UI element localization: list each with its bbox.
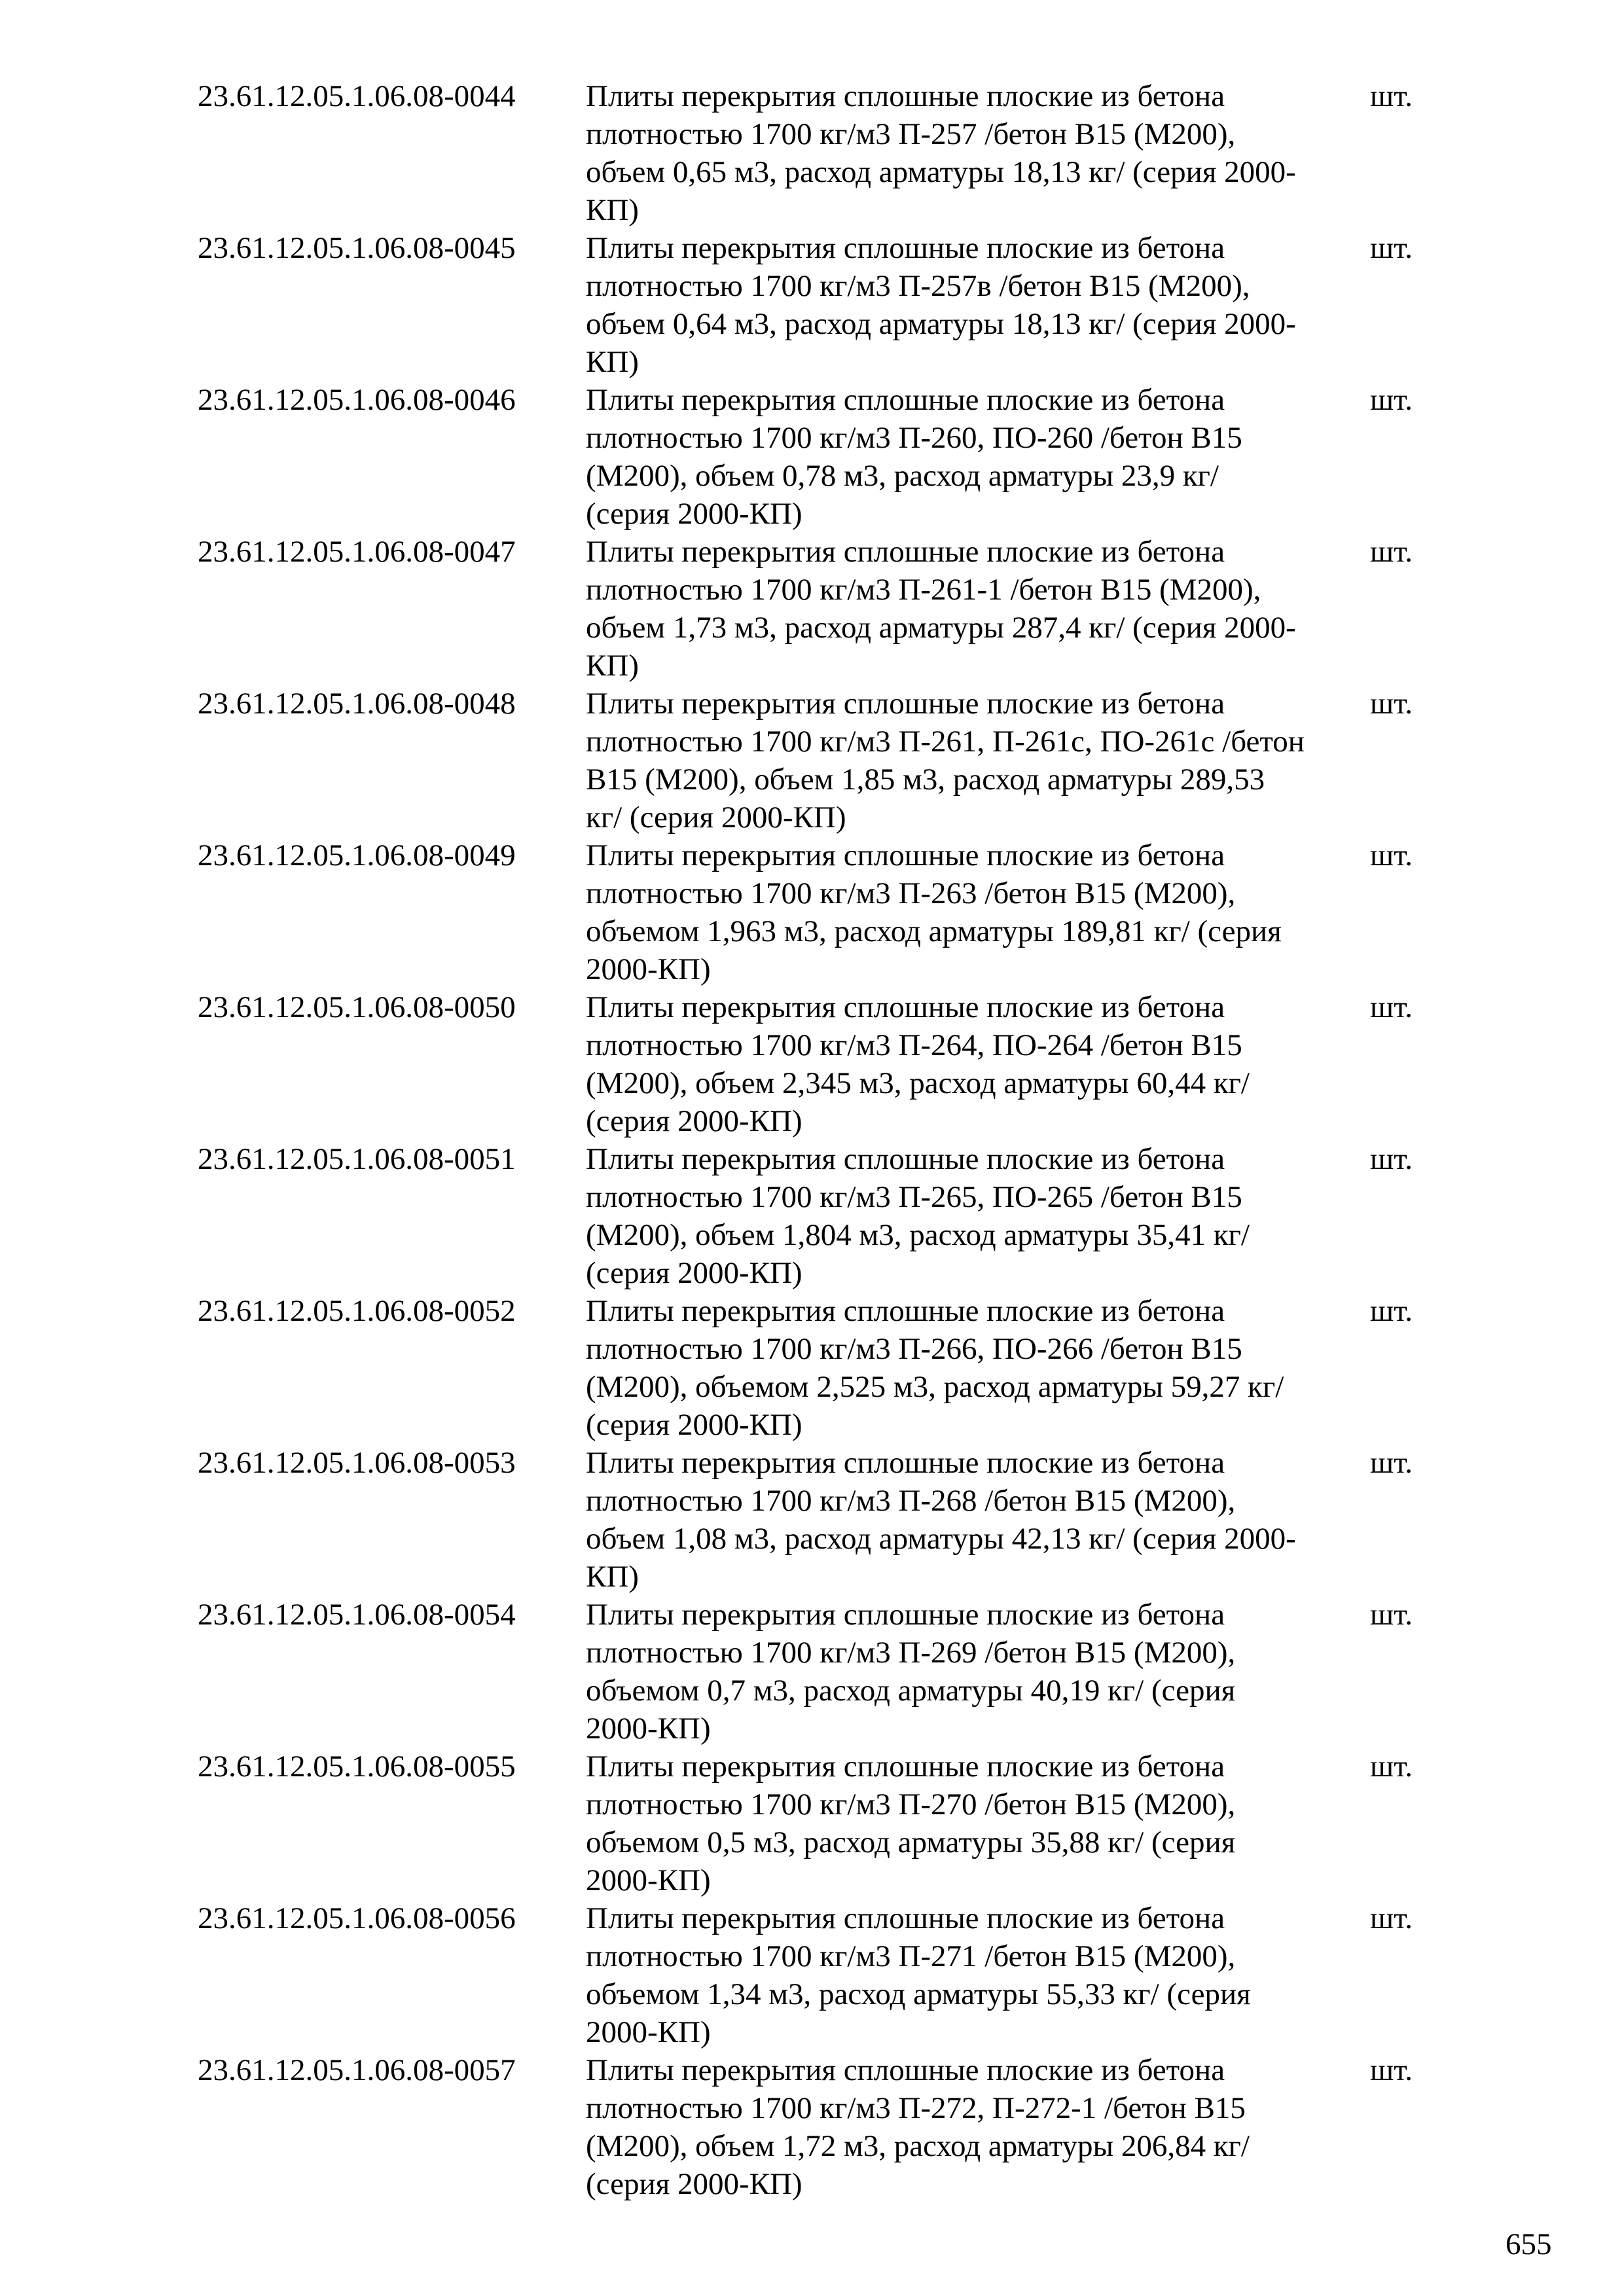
resource-description: Плиты перекрытия сплошные плоские из бетона плотностью 1700 кг/м3 П-266, ПО-266 /бетон В15 (М200), объемом 2,525 м3, расход арматуры 59,27 кг/ (серия 2000-КП)	[586, 1294, 1284, 1442]
resource-code: 23.61.12.05.1.06.08-0055	[198, 1749, 516, 1784]
unit-of-measure: шт.	[1370, 1446, 1413, 1480]
table-row	[198, 1140, 1441, 1292]
price-list-table	[198, 77, 1441, 2203]
resource-code: 23.61.12.05.1.06.08-0045	[198, 231, 516, 265]
unit-of-measure: шт.	[1370, 79, 1413, 113]
table-row	[198, 533, 1441, 685]
resource-code: 23.61.12.05.1.06.08-0046	[198, 383, 516, 417]
resource-description: Плиты перекрытия сплошные плоские из бетона плотностью 1700 кг/м3 П-263 /бетон В15 (М200), объемом 1,963 м3, расход арматуры 189,81 кг/ (серия 2000-КП)	[586, 838, 1282, 986]
resource-code: 23.61.12.05.1.06.08-0053	[198, 1446, 516, 1480]
unit-of-measure: шт.	[1370, 231, 1413, 265]
unit-of-measure: шт.	[1370, 2053, 1413, 2087]
resource-code: 23.61.12.05.1.06.08-0044	[198, 79, 516, 113]
resource-description: Плиты перекрытия сплошные плоские из бетона плотностью 1700 кг/м3 П-270 /бетон В15 (М200), объемом 0,5 м3, расход арматуры 35,88 кг/ (серия 2000-КП)	[586, 1749, 1236, 1897]
table-row	[198, 381, 1441, 533]
resource-description: Плиты перекрытия сплошные плоские из бетона плотностью 1700 кг/м3 П-257в /бетон В15 (М200), объем 0,64 м3, расход арматуры 18,13 кг/ (серия 2000- КП)	[586, 231, 1296, 379]
table-row	[198, 836, 1441, 988]
unit-of-measure: шт.	[1370, 838, 1413, 872]
resource-code: 23.61.12.05.1.06.08-0048	[198, 687, 516, 721]
table-row	[198, 77, 1441, 229]
unit-of-measure: шт.	[1370, 1142, 1413, 1176]
resource-description: Плиты перекрытия сплошные плоские из бетона плотностью 1700 кг/м3 П-257 /бетон В15 (М200), объем 0,65 м3, расход арматуры 18,13 кг/ (серия 2000- КП)	[586, 79, 1296, 227]
table-row	[198, 1899, 1441, 2051]
resource-description: Плиты перекрытия сплошные плоские из бетона плотностью 1700 кг/м3 П-264, ПО-264 /бетон В15 (М200), объем 2,345 м3, расход арматуры 60,44 кг/ (серия 2000-КП)	[586, 990, 1250, 1138]
unit-of-measure: шт.	[1370, 1294, 1413, 1328]
resource-code: 23.61.12.05.1.06.08-0054	[198, 1598, 516, 1632]
table-row	[198, 1444, 1441, 1596]
resource-description: Плиты перекрытия сплошные плоские из бетона плотностью 1700 кг/м3 П-265, ПО-265 /бетон В15 (М200), объем 1,804 м3, расход арматуры 35,41 кг/ (серия 2000-КП)	[586, 1142, 1250, 1290]
resource-description: Плиты перекрытия сплошные плоские из бетона плотностью 1700 кг/м3 П-272, П-272-1 /бетон В15 (М200), объем 1,72 м3, расход арматуры 206,84 кг/ (серия 2000-КП)	[586, 2053, 1250, 2201]
resource-description: Плиты перекрытия сплошные плоские из бетона плотностью 1700 кг/м3 П-261-1 /бетон В15 (М200), объем 1,73 м3, расход арматуры 287,4 кг/ (серия 2000- КП)	[586, 535, 1296, 683]
unit-of-measure: шт.	[1370, 1749, 1413, 1784]
table-row	[198, 229, 1441, 381]
table-row	[198, 1292, 1441, 1444]
resource-code: 23.61.12.05.1.06.08-0057	[198, 2053, 516, 2087]
unit-of-measure: шт.	[1370, 990, 1413, 1024]
table-row	[198, 2051, 1441, 2203]
table-row	[198, 988, 1441, 1140]
unit-of-measure: шт.	[1370, 535, 1413, 569]
resource-code: 23.61.12.05.1.06.08-0052	[198, 1294, 516, 1328]
resource-description: Плиты перекрытия сплошные плоские из бетона плотностью 1700 кг/м3 П-271 /бетон В15 (М200), объемом 1,34 м3, расход арматуры 55,33 кг/ (серия 2000-КП)	[586, 1901, 1251, 2049]
table-row	[198, 685, 1441, 836]
table-row	[198, 1596, 1441, 1748]
resource-code: 23.61.12.05.1.06.08-0051	[198, 1142, 516, 1176]
page-number: 655	[1506, 2227, 1552, 2261]
resource-code: 23.61.12.05.1.06.08-0056	[198, 1901, 516, 1935]
resource-description: Плиты перекрытия сплошные плоские из бетона плотностью 1700 кг/м3 П-260, ПО-260 /бетон В15 (М200), объем 0,78 м3, расход арматуры 23,9 кг/ (серия 2000-КП)	[586, 383, 1242, 531]
unit-of-measure: шт.	[1370, 1598, 1413, 1632]
resource-description: Плиты перекрытия сплошные плоские из бетона плотностью 1700 кг/м3 П-268 /бетон В15 (М200), объем 1,08 м3, расход арматуры 42,13 кг/ (серия 2000- КП)	[586, 1446, 1296, 1594]
unit-of-measure: шт.	[1370, 1901, 1413, 1935]
resource-code: 23.61.12.05.1.06.08-0047	[198, 535, 516, 569]
unit-of-measure: шт.	[1370, 383, 1413, 417]
unit-of-measure: шт.	[1370, 687, 1413, 721]
resource-code: 23.61.12.05.1.06.08-0050	[198, 990, 516, 1024]
resource-description: Плиты перекрытия сплошные плоские из бетона плотностью 1700 кг/м3 П-261, П-261с, ПО-261с /бетон В15 (М200), объем 1,85 м3, расход арматуры 289,53 кг/ (серия 2000-КП)	[586, 687, 1305, 834]
resource-description: Плиты перекрытия сплошные плоские из бетона плотностью 1700 кг/м3 П-269 /бетон В15 (М200), объемом 0,7 м3, расход арматуры 40,19 кг/ (серия 2000-КП)	[586, 1598, 1236, 1746]
resource-code: 23.61.12.05.1.06.08-0049	[198, 838, 516, 872]
table-row	[198, 1748, 1441, 1899]
